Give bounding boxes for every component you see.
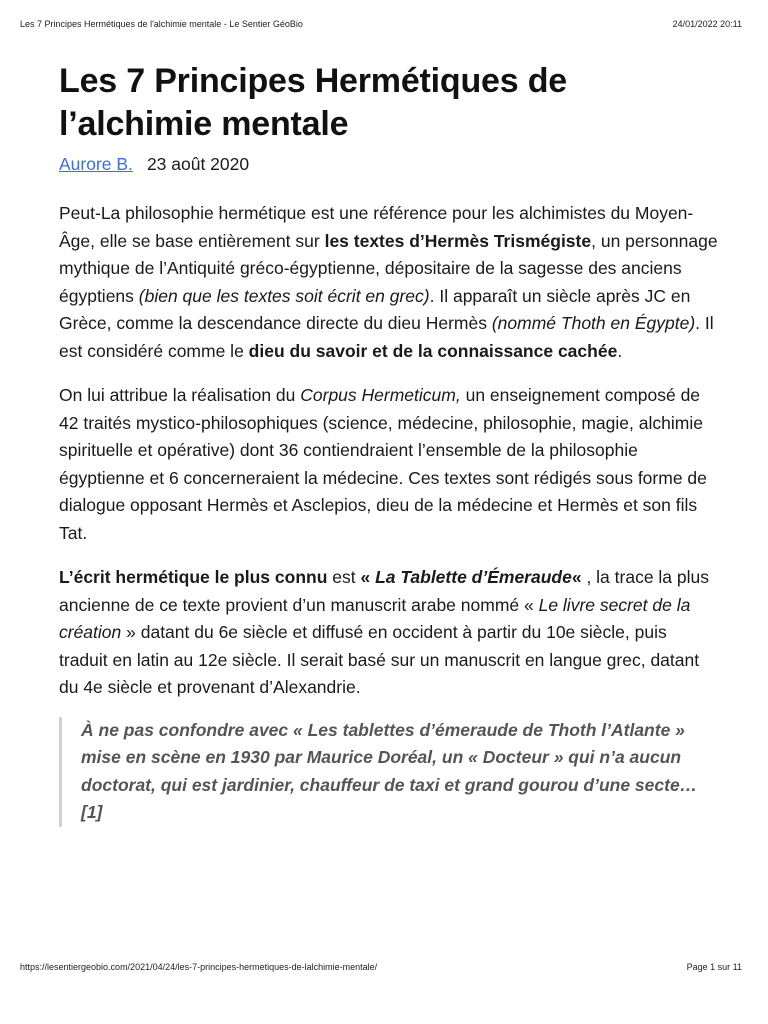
paragraph-2: [59, 382, 719, 547]
p1-text-5: .: [617, 340, 623, 361]
article: [59, 60, 719, 844]
p1-italic-1: (bien que les textes soit écrit en grec): [138, 285, 430, 306]
p2-text-1: On lui attribue la réalisation du: [59, 385, 301, 405]
p3-bold-italic-1: La Tablette d’Émeraude: [375, 567, 572, 587]
page-title: [59, 60, 719, 146]
p1-italic-2: (nommé Thoth en Égypte): [491, 313, 696, 333]
p1-text-1: Peut-La philosophie hermétique est une référence pour les alchimistes du Moyen-Âge, elle se base entièrement sur: [59, 203, 694, 251]
p2-text-2: un enseignement composé de 42 traités mystico-philosophiques (science, médecine, philosophie, magie, alchimie spirituelle et opérative) dont 36 contiendraient l’ensemble de la philosophie égyptienne et 6 concerneraient la médecine. Ces textes sont rédigés sous forme de dialogue opposant Hermès et Asclepios, dieu de la médecine et Hermès et son fils Tat.: [59, 385, 707, 543]
p1-text-2: , un personnage mythique de l’Antiquité gréco-égyptienne, dépositaire de la sagesse des anciens égyptiens: [59, 230, 718, 306]
p1-bold-1: les textes d’Hermès Trismégiste: [324, 230, 592, 251]
paragraph-3: [59, 564, 719, 702]
p3-bold-2: «: [360, 567, 376, 587]
paragraph-1: [59, 200, 719, 365]
p2-italic-1: Corpus Hermeticum,: [300, 385, 461, 405]
p1-bold-2: dieu du savoir et de la connaissance cachée: [248, 340, 618, 361]
print-footer-url: https://lesentiergeobio.com/2021/04/24/les-7-principes-hermetiques-de-lalchimie-mentale/: [20, 962, 378, 972]
p3-italic-1: Le livre secret de la création: [59, 594, 691, 642]
p3-bold-3: «: [571, 567, 582, 587]
p1-text-3: . Il apparaît un siècle après JC en Grèce, comme la descendance directe du dieu Hermès: [59, 285, 691, 333]
print-header-title: Les 7 Principes Hermétiques de l'alchimie mentale - Le Sentier GéoBio: [20, 19, 303, 29]
article-meta: [59, 152, 719, 176]
p3-text-1: est: [327, 567, 361, 587]
print-footer-page: Page 1 sur 11: [686, 962, 742, 972]
p3-bold-1: L’écrit hermétique le plus connu: [59, 567, 328, 587]
print-header: [20, 19, 742, 33]
print-footer: [20, 962, 742, 976]
p3-text-2: , la trace la plus ancienne de ce texte provient d’un manuscrit arabe nommé «: [59, 567, 709, 615]
title-line-1: Les 7 Principes Hermétiques de: [59, 62, 567, 100]
author-link[interactable]: Aurore B.: [59, 154, 133, 174]
p1-text-4: . Il est considéré comme le: [59, 313, 714, 361]
publish-date: 23 août 2020: [146, 154, 250, 174]
title-line-2: l’alchimie mentale: [59, 105, 349, 143]
quote-text: À ne pas confondre avec « Les tablettes d’émeraude de Thoth l’Atlante » mise en scène en 1930 par Maurice Doréal, un « Docteur » qui n’a aucun doctorat, qui est jardinier, chauffeur de taxi et grand gourou d’une secte… [1]: [81, 719, 698, 822]
print-header-datetime: 24/01/2022 20:11: [672, 19, 742, 29]
p3-text-3: » datant du 6e siècle et diffusé en occident à partir du 10e siècle, puis traduit en latin au 12e siècle. Il serait basé sur un manuscrit en langue grec, datant du 4e siècle et provenant d’Alexandrie.: [59, 622, 700, 697]
blockquote: [59, 717, 719, 827]
